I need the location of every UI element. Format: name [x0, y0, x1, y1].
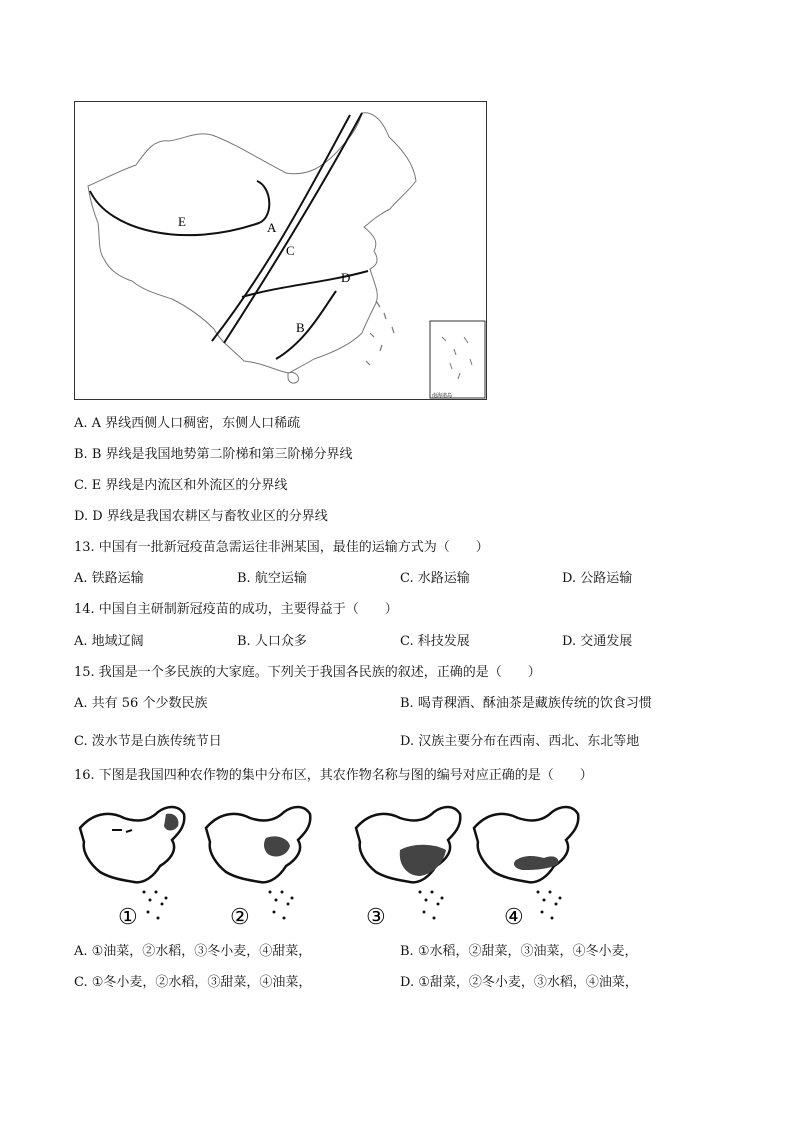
q13-option-c: C. 水路运输	[400, 571, 470, 586]
q12-option-d: D. D 界线是我国农耕区与畜牧业区的分界线	[74, 509, 328, 524]
south-sea-inset	[430, 321, 485, 398]
q16-option-c: C. ①冬小麦，②水稻，③甜菜，④油菜，	[74, 975, 312, 990]
q16-stem: 16. 下图是我国四种农作物的集中分布区，其农作物名称与图的编号对应正确的是（ ）	[74, 768, 593, 783]
q15-option-a: A. 共有 56 个少数民族	[74, 696, 208, 711]
q14-option-a: A. 地域辽阔	[74, 634, 144, 649]
q16-option-a: A. ①油菜，②水稻，③冬小麦，④甜菜，	[74, 944, 312, 959]
q12-option-b: B. B 界线是我国地势第二阶梯和第三阶梯分界线	[74, 447, 353, 462]
q13-option-b: B. 航空运输	[237, 571, 307, 586]
q15-option-b: B. 喝青稞酒、酥油茶是藏族传统的饮食习惯	[400, 696, 652, 711]
crop-map-1-number: ①	[118, 905, 138, 930]
q14-option-d: D. 交通发展	[562, 634, 633, 649]
map-label-b: B	[296, 320, 305, 335]
crop-map-3	[350, 800, 468, 935]
map-label-d: D	[341, 270, 351, 285]
map-label-e: E	[178, 214, 186, 229]
map-label-a: A	[267, 220, 277, 235]
crop-map-4-number: ④	[504, 905, 524, 930]
q15-option-c: C. 泼水节是白族传统节日	[74, 734, 222, 749]
crop-map-1	[74, 800, 192, 935]
q13-option-a: A. 铁路运输	[74, 571, 144, 586]
q13-option-d: D. 公路运输	[562, 571, 633, 586]
q16-option-b: B. ①水稻，②甜菜，③油菜，④冬小麦，	[400, 944, 638, 959]
map-label-c: C	[286, 243, 295, 258]
q15-option-d: D. 汉族主要分布在西南、西北、东北等地	[400, 734, 640, 749]
q16-option-d: D. ①甜菜，②冬小麦，③水稻，④油菜，	[400, 975, 638, 990]
crop-map-3-number: ③	[366, 905, 386, 930]
china-boundary-map	[74, 101, 487, 400]
q14-stem: 14. 中国自主研制新冠疫苗的成功，主要得益于（ ）	[74, 602, 398, 617]
q12-option-c: C. E 界线是内流区和外流区的分界线	[74, 478, 288, 493]
crop-map-2-number: ②	[230, 905, 250, 930]
q14-option-b: B. 人口众多	[237, 634, 307, 649]
q14-option-c: C. 科技发展	[400, 634, 470, 649]
q15-stem: 15. 我国是一个多民族的大家庭。下列关于我国各民族的叙述，正确的是（ ）	[74, 665, 541, 680]
q12-option-a: A. A 界线西侧人口稠密，东侧人口稀疏	[74, 416, 301, 431]
crop-map-2	[200, 800, 318, 935]
q13-stem: 13. 中国有一批新冠疫苗急需运往非洲某国，最佳的运输方式为（ ）	[74, 540, 489, 555]
inset-label: 南海诸岛	[432, 393, 453, 399]
crop-map-4	[468, 800, 586, 935]
